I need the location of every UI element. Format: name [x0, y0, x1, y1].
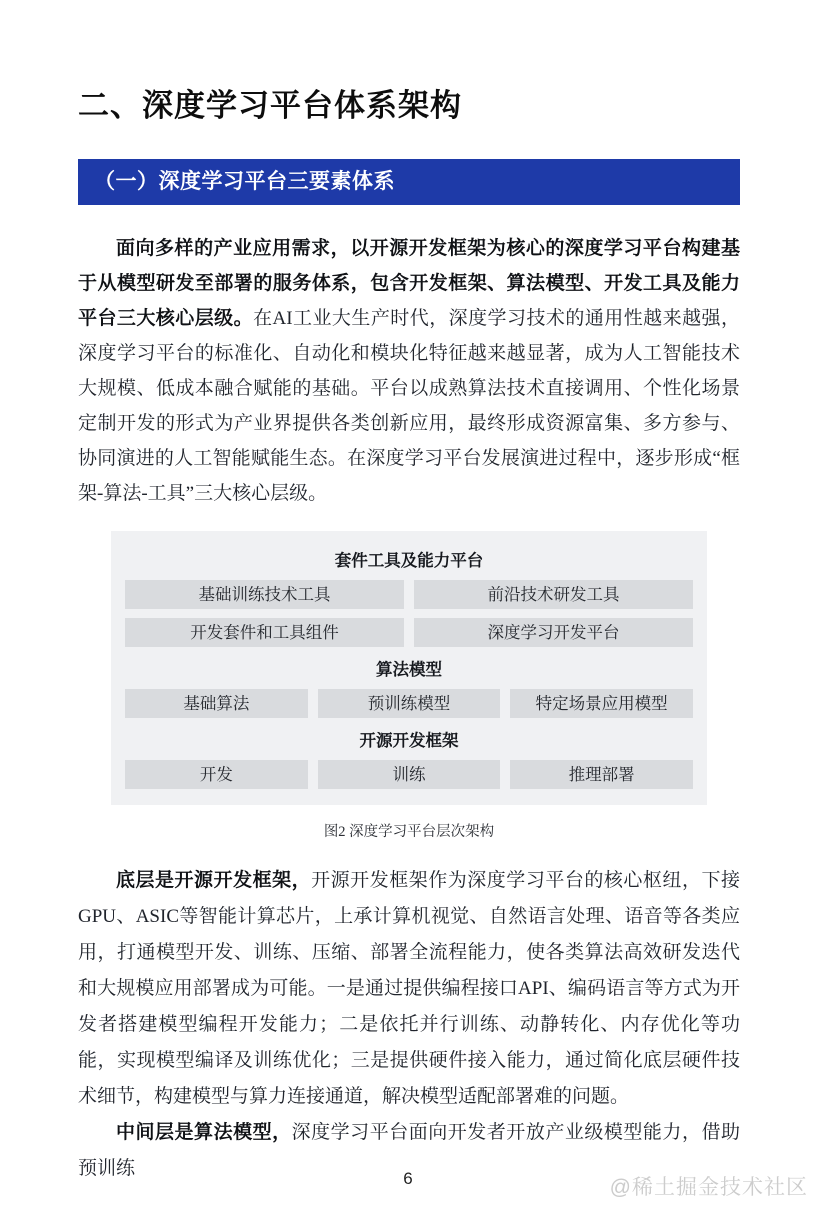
- paragraph-model-layer-rest: 深度学习平台面向开发者开放产业级模型能力，借助预训练: [78, 1122, 740, 1179]
- page-number: 6: [403, 1169, 413, 1188]
- page-content: [0, 80, 816, 1187]
- figure-box-training: 训练: [318, 760, 501, 789]
- figure-box-scenario-models: 特定场景应用模型: [510, 689, 693, 718]
- figure-row: [125, 689, 693, 718]
- page-title: 二、深度学习平台体系架构: [78, 88, 462, 123]
- paragraph-framework-layer-bold: 底层是开源开发框架，: [116, 870, 312, 891]
- figure-box-pretrained-models: 预训练模型: [318, 689, 501, 718]
- figure-box-dev-kits-components: 开发套件和工具组件: [125, 618, 404, 647]
- figure-layer-title-framework: 开源开发框架: [359, 732, 459, 750]
- figure-box-basic-algorithms: 基础算法: [125, 689, 308, 718]
- figure-caption: 图2 深度学习平台层次架构: [323, 824, 495, 840]
- figure-row: [125, 760, 693, 789]
- paragraph-model-layer-bold: 中间层是算法模型，: [116, 1122, 292, 1143]
- figure-platform-architecture: [111, 531, 707, 805]
- figure-box-dl-dev-platform: 深度学习开发平台: [414, 618, 693, 647]
- section-header-label: （一）深度学习平台三要素体系: [94, 170, 395, 193]
- figure-box-development: 开发: [125, 760, 308, 789]
- figure-box-frontier-research-tools: 前沿技术研发工具: [414, 580, 693, 609]
- figure-row: [125, 618, 693, 647]
- paragraph-framework-layer-rest: 开源开发框架作为深度学习平台的核心枢纽，下接GPU、ASIC等智能计算芯片，上承计算机视觉、自然语言处理、语音等各类应用，打通模型开发、训练、压缩、部署全流程能力，使各类算法高效研发迭代和大规模应用部署成为可能。一是通过提供编程接口API、编码语言等方式为开发者搭建模型编程开发能力；二是依托并行训练、动静转化、内存优化等功能，实现模型编译及训练优化；三是提供硬件接入能力，通过简化底层硬件技术细节，构建模型与算力连接通道，解决模型适配部署难的问题。: [78, 870, 740, 1107]
- figure-box-inference-deployment: 推理部署: [510, 760, 693, 789]
- figure-layer-title-tools: 套件工具及能力平台: [334, 552, 484, 570]
- figure-layer-title-models: 算法模型: [376, 661, 442, 679]
- figure-box-basic-training-tools: 基础训练技术工具: [125, 580, 404, 609]
- paragraph-intro-rest: 在AI工业大生产时代，深度学习技术的通用性越来越强，深度学习平台的标准化、自动化和模块化特征越来越显著，成为人工智能技术大规模、低成本融合赋能的基础。平台以成熟算法技术直接调用、个性化场景定制开发的形式为产业界提供各类创新应用，最终形成资源富集、多方参与、协同演进的人工智能赋能生态。在深度学习平台发展演进过程中，逐步形成“框架-算法-工具”三大核心层级。: [78, 308, 740, 504]
- section-header-band: [78, 159, 740, 205]
- paragraph-intro-bold: 面向多样的产业应用需求，以开源开发框架为核心的深度学习平台构建基于从模型研发至部署的服务体系，包含开发框架、算法模型、开发工具及能力平台三大核心层级。: [78, 238, 740, 329]
- watermark: @稀土掘金技术社区: [609, 1176, 808, 1199]
- paragraph-intro: [78, 231, 740, 511]
- paragraph-framework-layer: [78, 863, 740, 1115]
- figure-row: [125, 580, 693, 609]
